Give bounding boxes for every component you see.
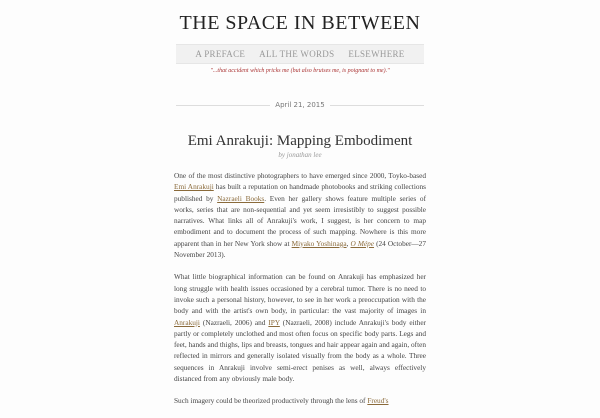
link-o-mepe[interactable]: O Mépe <box>350 238 375 248</box>
link-emi-anrakuji[interactable]: Emi Anrakuji <box>174 182 214 192</box>
site-title[interactable]: THE SPACE IN BETWEEN <box>179 12 421 34</box>
paragraph-3 <box>174 395 426 406</box>
paragraph-text: , <box>346 238 351 248</box>
site-tagline: "...that accident which pricks me (but also bruises me, is poignant to me)." <box>210 68 390 74</box>
post-byline[interactable]: by jonathan lee <box>278 151 322 159</box>
nav-item-preface[interactable]: A PREFACE <box>195 49 246 59</box>
post-body <box>174 170 426 418</box>
post-date-row <box>176 98 424 112</box>
link-miyako-yoshinaga[interactable]: Miyako Yoshinaga <box>291 238 347 248</box>
nav-item-elsewhere[interactable]: ELSEWHERE <box>348 49 405 59</box>
post-date[interactable]: April 21, 2015 <box>270 98 330 112</box>
paragraph-text: What little biographical information can be found on Anrakuji has emphasized her long struggle with health issues occasioned by a cerebral tumor. There is no need to invoke such a personal history, however, to see in her work a preoccupation with the body and with the artist's own body, in particular: the vast majority of images in <box>174 272 426 316</box>
paragraph-text: (Nazraeli, 2008) include Anrakuji's body either partly or completely unclothed and most often focus on specific body parts. Legs and feet, hands and thighs, lips and breasts, tongues and hair appear again and again, often reflected in mirrors and generally isolated visually from the body as a whole. Three sequences in Anrakuji involve semi-erect penises as well, always effectively distanced from any obviously male body. <box>174 317 426 384</box>
link-freud[interactable]: Freud's <box>367 396 389 406</box>
paragraph-text: (Nazraeli, 2006) and <box>199 317 269 327</box>
paragraph-text: (24 October—27 November 2013). <box>174 238 426 260</box>
paragraph-text: Such imagery could be theorized productively through the lens of <box>174 396 368 406</box>
link-anrakuji-book[interactable]: Anrakuji <box>174 317 200 327</box>
link-nazraeli-books[interactable]: Nazraeli Books <box>217 193 265 203</box>
link-ipy-book[interactable]: IPY <box>268 317 280 327</box>
paragraph-text: . Even her gallery shows feature multiple series of works, series that are non-sequential and yet seem irresistibly to suggest possible narratives. What links all of Anrakuji's work, I suggest, is her concern to map embodiment and to document the process of such mapping. Nowhere is this more apparent than in her New York show at <box>174 193 426 248</box>
paragraph-2 <box>174 271 426 384</box>
paragraph-1 <box>174 170 426 260</box>
post-title[interactable]: Emi Anrakuji: Mapping Embodiment <box>187 133 413 149</box>
main-nav <box>176 44 424 64</box>
paragraph-text: One of the most distinctive photographers to have emerged since 2000, Toyko-based <box>174 171 426 180</box>
paragraph-text: has built a reputation on handmade photobooks and striking collections published by <box>174 182 426 203</box>
nav-item-all-the-words[interactable]: ALL THE WORDS <box>259 49 335 59</box>
